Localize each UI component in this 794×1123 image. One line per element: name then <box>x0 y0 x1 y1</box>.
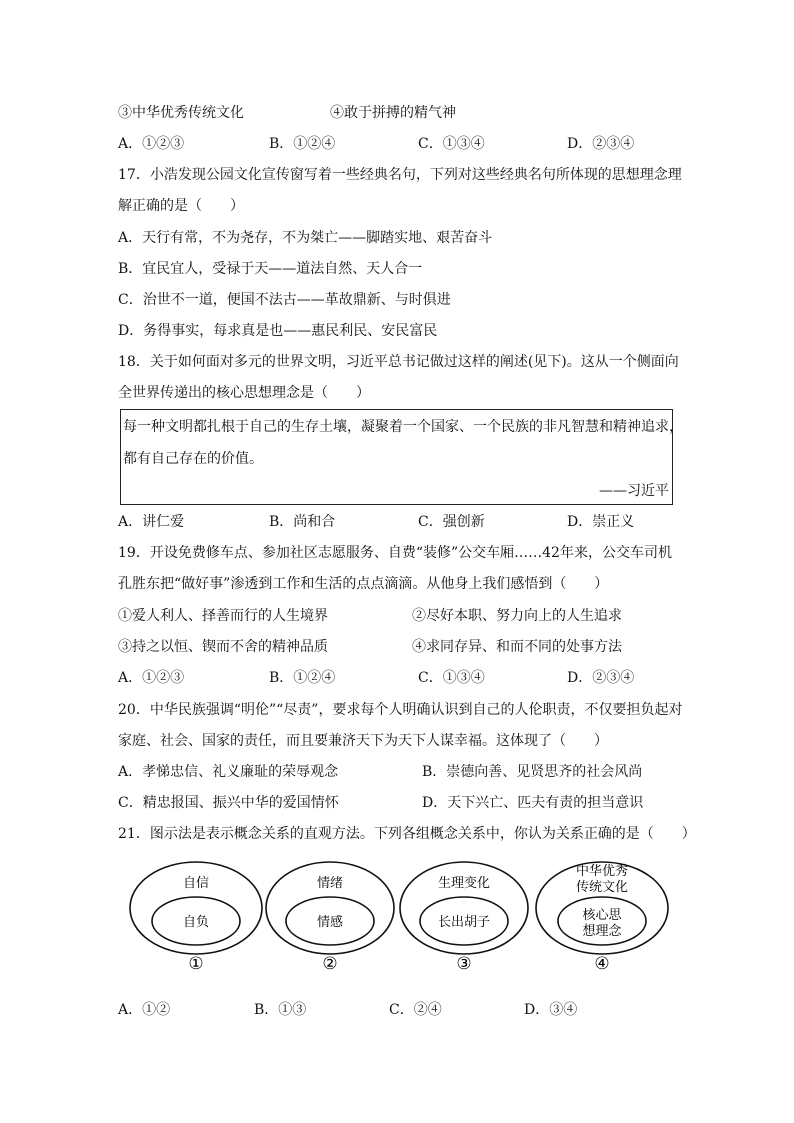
q17-option-b: B．宜民宜人，受禄于天——道法自然、天人合一 <box>118 261 423 277</box>
q21-option-d: D．③④ <box>524 1002 578 1018</box>
q20-option-b: B．崇德向善、见贤思齐的社会风尚 <box>422 764 643 780</box>
q16-option-b: B．①②④ <box>269 136 336 152</box>
q16-item-4: ④敢于拼搏的精气神 <box>330 105 456 121</box>
diagram-1-inner-label: 自负 <box>182 915 210 930</box>
diagram-1-outer-label: 自信 <box>182 876 210 891</box>
diagram-4-number: ④ <box>594 954 610 974</box>
diagram-2-number: ② <box>322 954 338 974</box>
diagram-4 <box>536 862 668 974</box>
q20-option-a: A．孝悌忠信、礼义廉耻的荣辱观念 <box>118 764 339 780</box>
diagram-4-outer-label-line1: 中华优秀 <box>575 864 629 879</box>
q17-stem-line1: 17．小浩发现公园文化宣传窗写着一些经典名句，下列对这些经典名句所体现的思想理念理 <box>118 167 682 183</box>
q19-item-4: ④求同存异、和而不同的处事方法 <box>412 639 622 655</box>
q19-item-3: ③持之以恒、锲而不舍的精神品质 <box>118 639 328 655</box>
q19-item-1: ①爱人利人、择善而行的人生境界 <box>118 608 328 624</box>
concept-diagrams <box>0 858 794 978</box>
q16-option-a: A．①②③ <box>118 136 185 152</box>
q19-option-b: B．①②④ <box>269 670 336 686</box>
q17-option-a: A．天行有常，不为尧存，不为桀亡——脚踏实地、艰苦奋斗 <box>118 230 493 246</box>
q18-option-b: B．尚和合 <box>269 514 336 530</box>
q21-option-a: A．①② <box>118 1002 171 1018</box>
q18-option-a: A．讲仁爱 <box>118 514 185 530</box>
q19-option-d: D．②③④ <box>567 670 635 686</box>
diagram-4-inner-label-line1: 核心思 <box>582 908 622 923</box>
quote-author: ——习近平 <box>599 483 669 499</box>
q16-item-3: ③中华优秀传统文化 <box>118 105 244 121</box>
quote-line2: 都有自己存在的价值。 <box>123 451 263 467</box>
diagram-4-inner-label-line2: 想理念 <box>582 924 622 939</box>
q19-option-a: A．①②③ <box>118 670 185 686</box>
diagram-3-number: ③ <box>456 954 472 974</box>
quote-box <box>120 409 683 505</box>
q18-option-c: C．强创新 <box>418 514 485 530</box>
q17-option-c: C．治世不一道，便国不法古——革故鼎新、与时俱进 <box>118 292 451 308</box>
diagram-2 <box>266 862 394 974</box>
q21-option-b: B．①③ <box>254 1002 307 1018</box>
diagram-2-outer-label: 情绪 <box>316 876 344 891</box>
q20-option-c: C．精忠报国、振兴中华的爱国情怀 <box>118 795 339 811</box>
q17-option-d: D．务得事实，每求真是也——惠民利民、安民富民 <box>118 323 438 339</box>
q19-item-2: ②尽好本职、努力向上的人生追求 <box>412 608 622 624</box>
q18-option-d: D．崇正义 <box>567 514 635 530</box>
diagram-1 <box>130 862 262 974</box>
diagram-3-inner-label: 长出胡子 <box>437 915 491 930</box>
diagram-1-number: ① <box>188 954 204 974</box>
diagram-3 <box>400 862 528 974</box>
diagram-2-inner-label: 情感 <box>316 915 344 930</box>
q21-option-c: C．②④ <box>389 1002 442 1018</box>
q19-stem-line1: 19．开设免费修车点、参加社区志愿服务、自费“装修”公交车厢……42年来，公交车司机 <box>118 545 672 561</box>
q17-stem-line2: 解正确的是（ ） <box>118 198 244 214</box>
q19-option-c: C．①③④ <box>418 670 485 686</box>
q21-stem-line1: 21．图示法是表示概念关系的直观方法。下列各组概念关系中，你认为关系正确的是（ ） <box>118 826 696 842</box>
q16-option-c: C．①③④ <box>418 136 485 152</box>
q18-stem-line2: 全世界传递出的核心思想理念是（ ） <box>118 385 370 401</box>
q20-option-d: D．天下兴亡、匹夫有责的担当意识 <box>422 795 644 811</box>
diagram-4-outer-label-line2: 传统文化 <box>575 880 629 895</box>
q20-stem-line1: 20．中华民族强调“明伦”“尽责”，要求每个人明确认识到自己的人伦职责，不仅要担负起对 <box>118 702 683 718</box>
q19-stem-line2: 孔胜东把“做好事”渗透到工作和生活的点点滴滴。从他身上我们感悟到（ ） <box>118 576 609 592</box>
q16-option-d: D．②③④ <box>567 136 635 152</box>
diagram-3-outer-label: 生理变化 <box>437 876 491 891</box>
q20-stem-line2: 家庭、社会、国家的责任，而且要兼济天下为天下人谋幸福。这体现了（ ） <box>118 733 608 749</box>
quote-line1: 每一种文明都扎根于自己的生存土壤，凝聚着一个国家、一个民族的非凡智慧和精神追求， <box>123 419 683 435</box>
q18-stem-line1: 18．关于如何面对多元的世界文明，习近平总书记做过这样的阐述(见下)。这从一个侧面向 <box>118 354 679 370</box>
